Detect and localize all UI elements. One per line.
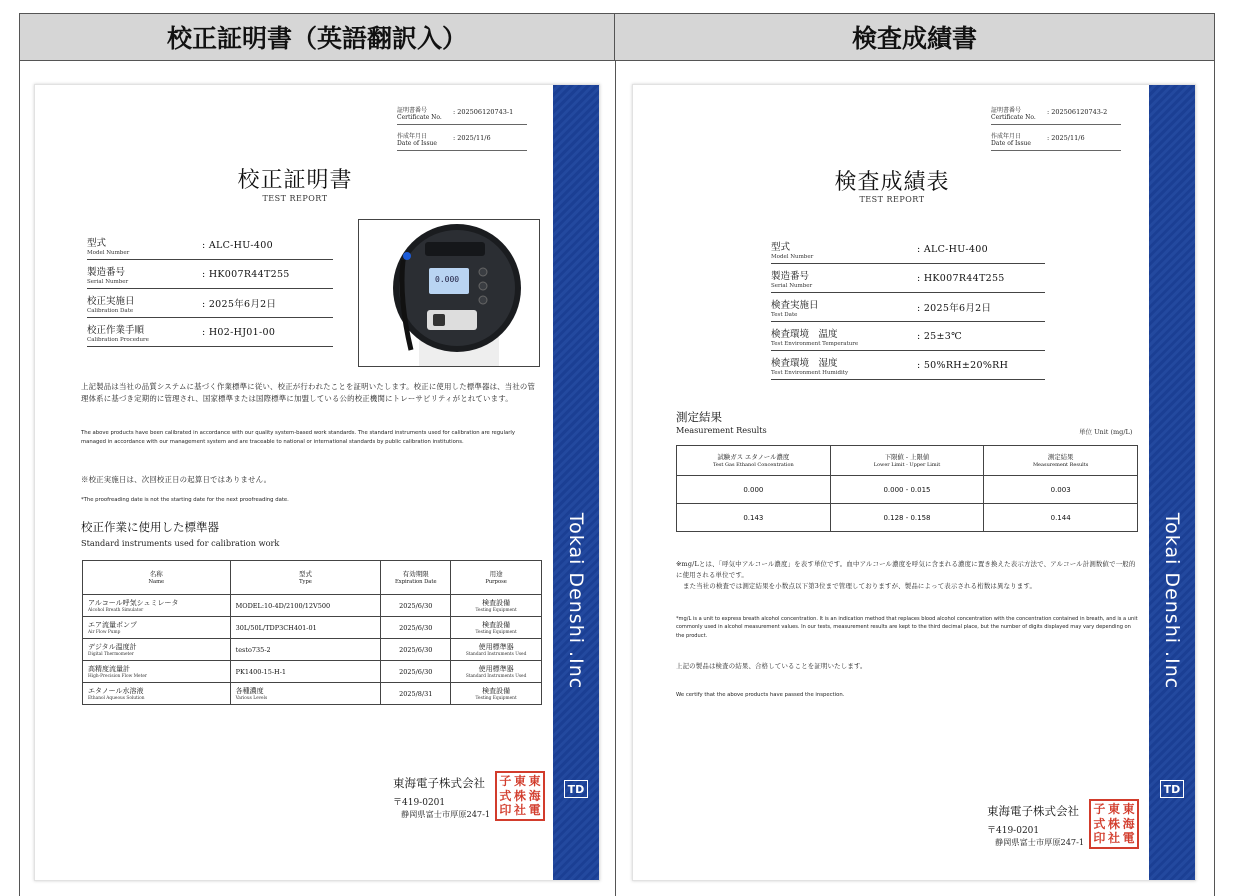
table-header-row: 名称 Name 型式 Type 有効期限 Expiration Date 用途 Purpose: [83, 561, 542, 595]
decimal-note-jp: また当社の検査では測定結果を小数点以下第3位まで管理しておりますが、製品によって表示される桁数は異なります。: [683, 582, 1037, 590]
document-title: 校正証明書: [237, 168, 353, 193]
field-row: 検査環境 湿度 Test Environment Humidity : 50%RH±20%RH: [771, 351, 1045, 380]
table-header-row: 試験ガス エタノール濃度 Test Gas Ethanol Concentration 下限値 - 上限値 Lower Limit - Upper Limit 測定結果 Measurement Results: [677, 446, 1138, 476]
certificate-number: : 202506120743-2: [1047, 108, 1108, 116]
product-fields: [87, 231, 333, 347]
company-name: 東海電子株式会社: [987, 804, 1079, 818]
field-row: 型式 Model Number : ALC-HU-400: [87, 231, 333, 260]
brand-side-band: [1149, 85, 1195, 880]
unit-label: 単位 Unit (mg/L): [1079, 428, 1133, 436]
company-name: 東海電子株式会社: [393, 776, 485, 790]
certificate-number: : 202506120743-1: [453, 108, 514, 116]
results-section-subtitle: Measurement Results: [676, 425, 767, 435]
field-row: 校正実施日 Calibration Date : 2025年6月2日: [87, 289, 333, 318]
brand-vertical-text: Tokai Denshi .Inc: [565, 512, 587, 690]
field-row: 製造番号 Serial Number : HK007R44T255: [87, 260, 333, 289]
field-row: 検査環境 温度 Test Environment Temperature : 25±3℃: [771, 322, 1045, 351]
company-seal-stamp: 子 東 東 式 株 海 印 社 電: [1089, 799, 1139, 849]
certify-statement-en: We certify that the above products have passed the inspection.: [676, 692, 845, 698]
document-title: 検査成績表: [834, 170, 950, 195]
table-row: アルコール呼気シュミレータ Alcohol Breath Simulator MODEL:10-4D/2100/12V500 2025/6/30 検査設備 Testing Equipment: [83, 595, 542, 617]
certificate-meta: 証明書番号 Certificate No. : 202506120743-1 作成年月日 Date of Issue : 2025/11/6: [397, 107, 527, 159]
field-row: 校正作業手順 Calibration Procedure : H02-HJ01-00: [87, 318, 333, 347]
brand-vertical-text: Tokai Denshi .Inc: [1161, 512, 1183, 690]
company-postal-code: 〒419-0201: [987, 826, 1040, 836]
svg-text:0.000: 0.000: [435, 275, 460, 284]
calibration-certificate-page: [34, 84, 600, 881]
product-photo: [358, 219, 540, 367]
field-row: 製造番号 Serial Number : HK007R44T255: [771, 264, 1045, 293]
table-row: 高精度流量計 High-Precision Flow Meter PK1400-15-H-1 2025/6/30 使用標準器 Standard Instruments Used: [83, 661, 542, 683]
table-row: エア流量ポンプ Air Flow Pump 30L/50L/TDP3CH401-01 2025/6/30 検査設備 Testing Equipment: [83, 617, 542, 639]
calibration-statement-en: The above products have been calibrated in accordance with our quality system-based work standards. The standard instruments used for calibration are regularly managed in accordance with our management system and are traceable to national or international standards by public calibration institutions.: [81, 430, 516, 445]
column-header-inspection: 検査成績書: [615, 14, 1214, 61]
td-logo-icon: TD: [564, 780, 588, 798]
inspection-report-page: [632, 84, 1196, 881]
document-subtitle: TEST REPORT: [262, 194, 328, 203]
issue-date: : 2025/11/6: [1047, 134, 1085, 142]
td-logo-icon: TD: [1160, 780, 1184, 798]
measurement-results-table: [676, 445, 1138, 532]
breathalyzer-device-image: [359, 220, 540, 367]
table-row: 0.000 0.000 - 0.015 0.003: [677, 476, 1138, 504]
calibration-statement-jp: 上記製品は当社の品質システムに基づく作業標準に従い、校正が行われたことを証明いたします。校正に使用した標準器は、当社の管理体系に基づき定期的に管理され、国家標準または国際標準に加盟している公的校正機関にトレーサビリティがとれています。: [81, 382, 536, 403]
column-divider: [615, 61, 616, 896]
table-row: エタノール水溶液 Ethanol Aqueous Solution 各種濃度 Various Levels 2025/8/31 検査設備 Testing Equipment: [83, 683, 542, 705]
company-seal-stamp: 子 東 東 式 株 海 印 社 電: [495, 771, 545, 821]
product-fields: [771, 235, 1045, 380]
company-address: 静岡県富士市厚原247-1: [995, 837, 1085, 847]
unit-note-en: *mg/L is a unit to express breath alcohol concentration. It is an indication method that replaces blood alcohol concentration with the concentration contained in breath, and is a unit commonly used in alcohol measurement values. In our tests, measurement results are kept to the third decimal place, but the number of digits displayed may vary depending on the product.: [676, 616, 1138, 639]
standards-table: [82, 560, 542, 705]
standards-section-subtitle: Standard instruments used for calibration work: [81, 538, 280, 548]
document-subtitle: TEST REPORT: [859, 195, 925, 204]
table-row: デジタル温度計 Digital Thermometer testo735-2 2025/6/30 使用標準器 Standard Instruments Used: [83, 639, 542, 661]
standards-section-title: 校正作業に使用した標準器: [81, 520, 219, 534]
calibration-note-en: *The proofreading date is not the starting date for the next proofreading date.: [81, 497, 289, 503]
results-section-title: 測定結果: [676, 410, 722, 424]
table-row: 0.143 0.128 - 0.158 0.144: [677, 504, 1138, 532]
calibration-note-jp: ※校正実施日は、次回校正日の起算日ではありません。: [81, 475, 272, 484]
brand-side-band: [553, 85, 599, 880]
issue-date: : 2025/11/6: [453, 134, 491, 142]
company-address: 静岡県富士市厚原247-1: [401, 809, 491, 819]
field-row: 型式 Model Number : ALC-HU-400: [771, 235, 1045, 264]
field-row: 検査実施日 Test Date : 2025年6月2日: [771, 293, 1045, 322]
column-header-calibration: 校正証明書（英語翻訳入）: [20, 14, 615, 61]
certificate-meta: 証明書番号 Certificate No. : 202506120743-2 作成年月日 Date of Issue : 2025/11/6: [991, 107, 1121, 159]
unit-note-jp: ※mg/Lとは、「呼気中アルコール濃度」を表す単位です。血中アルコール濃度を呼気に含まれる濃度に置き換えた表示方法で、アルコール計測数値で一般的に使用される単位です。: [676, 560, 1136, 579]
company-postal-code: 〒419-0201: [393, 798, 446, 808]
certify-statement-jp: 上記の製品は検査の結果、合格していることを証明いたします。: [676, 662, 867, 670]
